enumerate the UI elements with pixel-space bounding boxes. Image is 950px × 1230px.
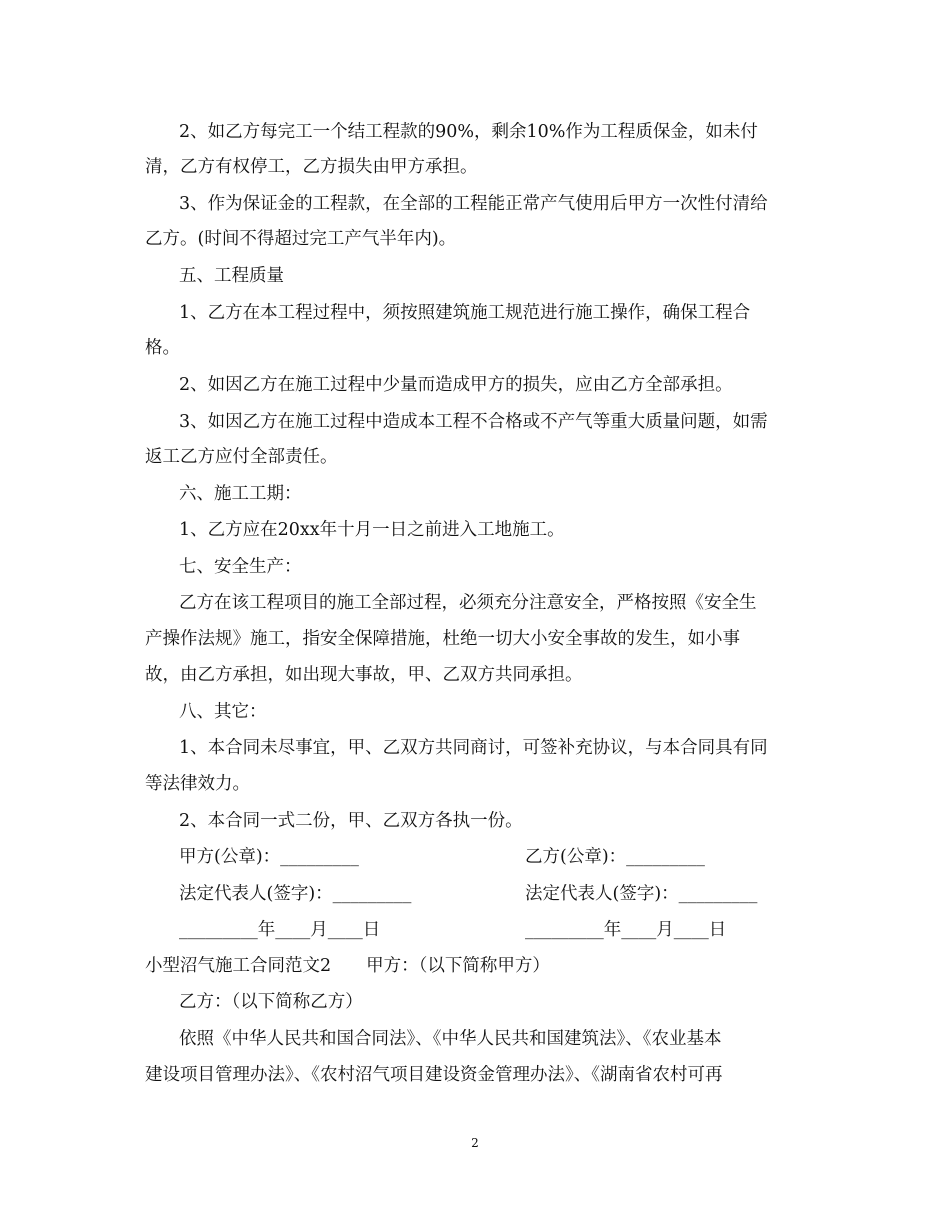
section-heading: 六、施工工期：: [179, 484, 302, 504]
paragraph-line: 返工乙方应付全部责任。: [145, 447, 338, 467]
page-number: 2: [471, 1136, 479, 1150]
paragraph-line: 1、乙方在本工程过程中，须按照建筑施工规范进行施工操作，确保工程合: [179, 303, 751, 323]
party-a-date-field: _________年____月____日: [179, 920, 381, 940]
paragraph-line: 2、如乙方每完工一个结工程款的90%，剩余10%作为工程质保金，如未付: [179, 122, 758, 142]
party-a-seal-field: 甲方(公章)：_________: [179, 847, 359, 867]
paragraph-line: 产操作法规》施工，指安全保障措施，杜绝一切大小安全事故的发生，如小事: [145, 629, 740, 649]
party-b-rep-field: 法定代表人(签字)：_________: [525, 884, 758, 904]
paragraph-line: 2、如因乙方在施工过程中少量而造成甲方的损失，应由乙方全部承担。: [179, 375, 733, 395]
paragraph-line: 1、本合同未尽事宜，甲、乙双方共同商讨，可签补充协议，与本合同具有同: [179, 738, 768, 758]
paragraph-line: 3、作为保证金的工程款，在全部的工程能正常产气使用后甲方一次性付清给: [179, 194, 768, 214]
paragraph-line: 故，由乙方承担，如出现大事故，甲、乙双方共同承担。: [145, 665, 583, 685]
paragraph-line: 乙方在该工程项目的施工全部过程，必须充分注意安全，严格按照《安全生: [179, 593, 757, 613]
party-b-date-field: _________年____月____日: [525, 920, 727, 940]
party-b-seal-field: 乙方(公章)：_________: [525, 847, 705, 867]
party-a-rep-field: 法定代表人(签字)：_________: [179, 884, 412, 904]
paragraph-line: 乙方。(时间不得超过完工产气半年内)。: [145, 229, 457, 249]
paragraph-line: 等法律效力。: [145, 774, 250, 794]
paragraph-line: 1、乙方应在20xx年十月一日之前进入工地施工。: [179, 520, 565, 540]
paragraph-line: 2、本合同一式二份，甲、乙双方各执一份。: [179, 811, 523, 831]
section-heading: 五、工程质量: [179, 266, 284, 286]
section-heading: 八、其它：: [179, 702, 267, 722]
paragraph-line: 依照《中华人民共和国合同法》、《中华人民共和国建筑法》、《农业基本: [179, 1029, 722, 1049]
paragraph-line: 格。: [145, 338, 180, 358]
contract-title-line: 小型沼气施工合同范文2 甲方：（以下简称甲方）: [145, 956, 550, 976]
paragraph-line: 乙方：（以下简称乙方）: [179, 992, 363, 1012]
paragraph-line: 3、如因乙方在施工过程中造成本工程不合格或不产气等重大质量问题，如需: [179, 412, 768, 432]
paragraph-line: 清，乙方有权停工，乙方损失由甲方承担。: [145, 157, 478, 177]
section-heading: 七、安全生产：: [179, 557, 302, 577]
paragraph-line: 建设项目管理办法》、《农村沼气项目建设资金管理办法》、《湖南省农村可再: [145, 1065, 723, 1085]
